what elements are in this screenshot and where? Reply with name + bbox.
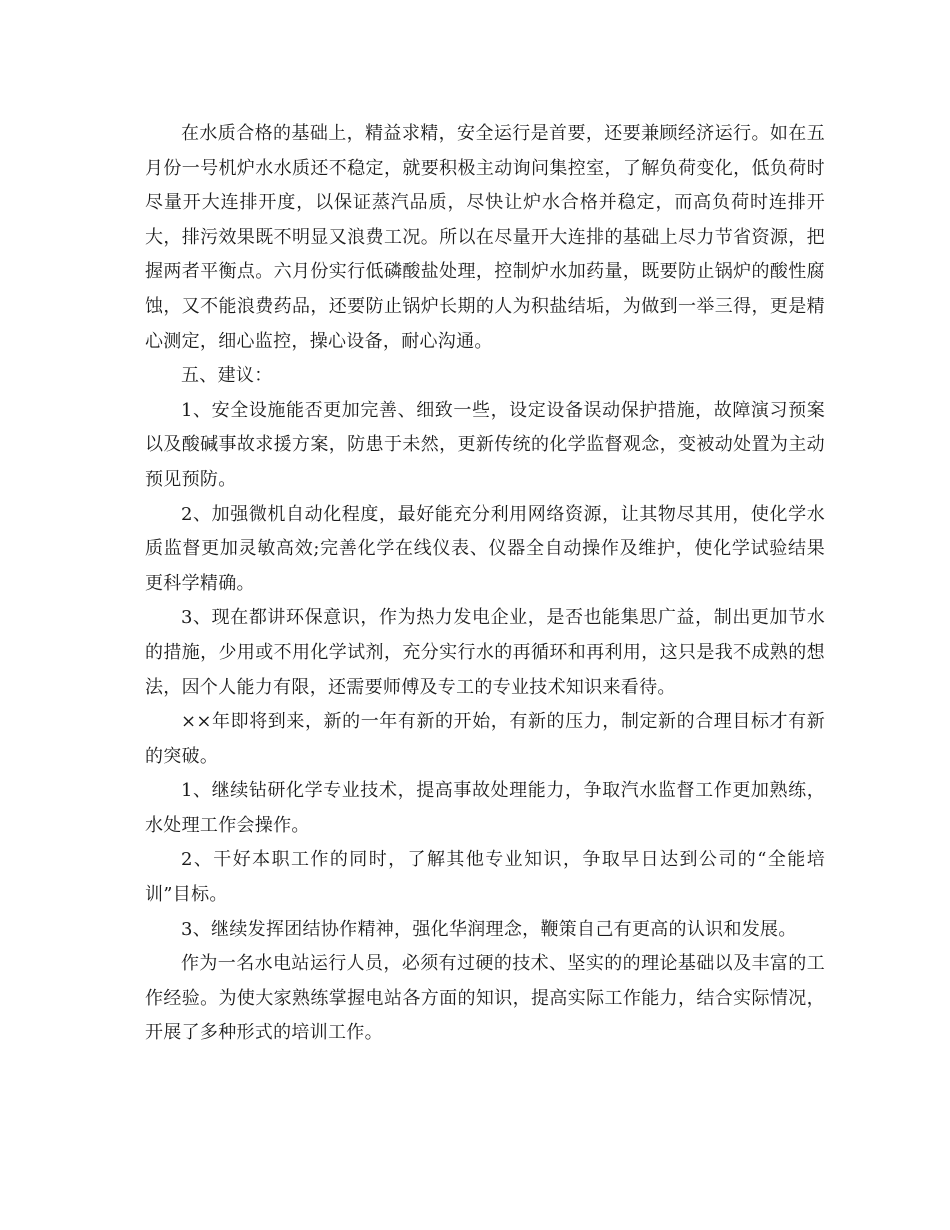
paragraph-new-year: ××年即将到来，新的一年有新的开始，有新的压力，制定新的合理目标才有新的突破。 <box>145 711 825 767</box>
document-body <box>145 117 825 1051</box>
section-heading-suggestions: 五、建议： <box>181 365 273 387</box>
suggestion-item-3: 3、现在都讲环保意识，作为热力发电企业，是否也能集思广益，制出更加节水的措施，少用或不用化学试剂，充分实行水的再循环和再利用，这只是我不成熟的想法，因个人能力有限，还需要师傅及专工的专业技术知识来看待。 <box>145 607 825 698</box>
goal-item-3: 3、继续发挥团结协作精神，强化华润理念，鞭策自己有更高的认识和发展。 <box>181 918 797 940</box>
paragraph-water-quality: 在水质合格的基础上，精益求精，安全运行是首要，还要兼顾经济运行。如在五月份一号机炉水水质还不稳定，就要积极主动询问集控室，了解负荷变化，低负荷时尽量开大连排开度，以保证蒸汽品质，尽快让炉水合格并稳定，而高负荷时连排开大，排污效果既不明显又浪费工况。所以在尽量开大连排的基础上尽力节省资源，把握两者平衡点。六月份实行低磷酸盐处理，控制炉水加药量，既要防止锅炉的酸性腐蚀，又不能浪费药品，还要防止锅炉长期的人为积盐结垢，为做到一举三得，更是精心测定，细心监控，操心设备，耐心沟通。 <box>145 123 825 352</box>
paragraph-training: 作为一名水电站运行人员，必须有过硬的技术、坚实的的理论基础以及丰富的工作经验。为使大家熟练掌握电站各方面的知识，提高实际工作能力，结合实际情况，开展了多种形式的培训工作。 <box>145 953 825 1044</box>
goal-item-1: 1、继续钻研化学专业技术，提高事故处理能力，争取汽水监督工作更加熟练，水处理工作会操作。 <box>145 780 825 836</box>
goal-item-2: 2、干好本职工作的同时，了解其他专业知识，争取早日达到公司的“全能培训”目标。 <box>145 849 825 906</box>
suggestion-item-2: 2、加强微机自动化程度，最好能充分利用网络资源，让其物尽其用，使化学水质监督更加灵敏高效;完善化学在线仪表、仪器全自动操作及维护，使化学试验结果更科学精确。 <box>145 503 825 594</box>
suggestion-item-1: 1、安全设施能否更加完善、细致一些，设定设备误动保护措施，故障演习预案以及酸碱事故求援方案，防患于未然，更新传统的化学监督观念，变被动处置为主动预见预防。 <box>145 399 825 490</box>
